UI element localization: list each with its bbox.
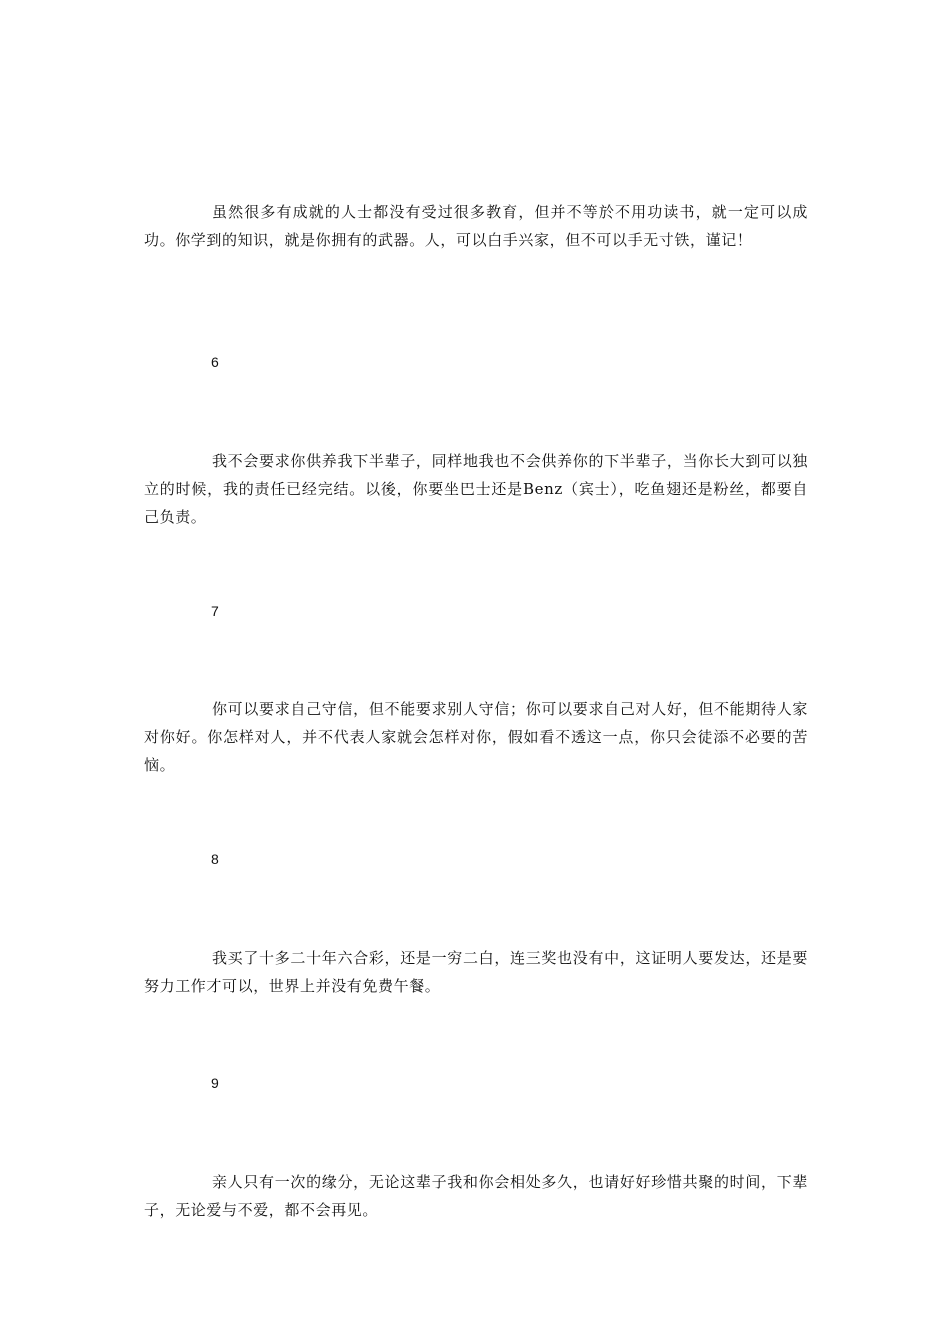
paragraph-responsibility: 我不会要求你供养我下半辈子，同样地我也不会供养你的下半辈子，当你长大到可以独立的时候，我的责任已经完结。以後，你要坐巴士还是Benz（宾士），吃鱼翅还是粉丝，都要自己负责。 [144, 452, 808, 526]
paragraph-hard-work: 我买了十多二十年六合彩，还是一穷二白，连三奖也没有中，这证明人要发达，还是要努力工作才可以，世界上并没有免费午餐。 [144, 949, 808, 995]
paragraph-education: 虽然很多有成就的人士都没有受过很多教育，但并不等於不用功读书，就一定可以成功。你学到的知识，就是你拥有的武器。人，可以白手兴家，但不可以手无寸铁，谨记！ [144, 203, 808, 249]
item-number-8: 8 [211, 851, 219, 867]
item-number-9: 9 [211, 1075, 219, 1091]
item-number-7: 7 [211, 603, 219, 619]
paragraph-trust: 你可以要求自己守信，但不能要求别人守信；你可以要求自己对人好，但不能期待人家对你好。你怎样对人，并不代表人家就会怎样对你，假如看不透这一点，你只会徒添不必要的苦恼。 [144, 700, 808, 774]
paragraph-family: 亲人只有一次的缘分，无论这辈子我和你会相处多久，也请好好珍惜共聚的时间，下辈子，无论爱与不爱，都不会再见。 [144, 1173, 808, 1219]
item-number-6: 6 [211, 354, 219, 370]
